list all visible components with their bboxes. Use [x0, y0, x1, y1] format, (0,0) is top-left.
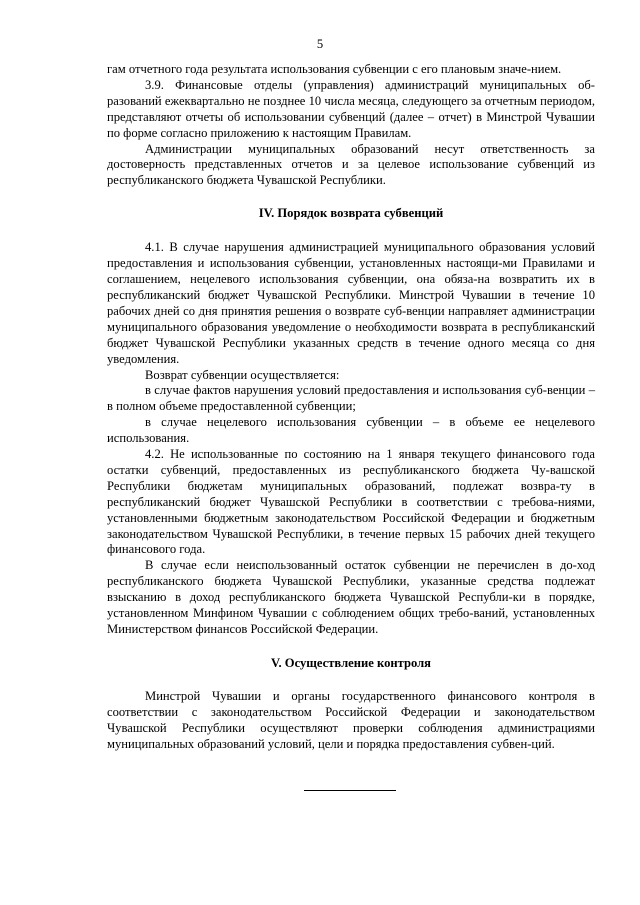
- paragraph-return-intro: Возврат субвенции осуществляется:: [145, 367, 340, 382]
- paragraph-responsibility: Администрации муниципальных образований несут ответственность за достоверность представленных отчетов и за целевое использование субвенций из республиканского бюджета Чувашской Республики.: [107, 141, 595, 188]
- closing-divider: [304, 790, 396, 791]
- paragraph-4-2: 4.2. Не использованные по состоянию на 1 января текущего финансового года остатки субвенций, предоставленных из республиканского бюджета Чу-вашской Республики бюджетам муниципальных образований, подлежат возвра-ту в республиканский бюджет Чувашской Республики в соответствии с требова-ниями, установленными бюджетным законодательством Российской Федерации и бюджетным законодательством Чувашской Республики, в течение первых 15 рабочих дней текущего финансового года.: [107, 447, 595, 557]
- paragraph-4-1: 4.1. В случае нарушения администрацией муниципального образования условий предоставления и использования субвенции, установленных настоящи-ми Правилами и соглашением, нецелевого использования субвенции, она обяза-на возвратить их в республиканский бюджет Чувашской Республики. Минстрой Чувашии в течение 10 рабочих дней со дня принятия решения о возврате суб-венции направляет администрации муниципального образования уведомление о необходимости возврата в республиканский бюджет Чувашской Республики указанных средств в течение одного месяца со дня уведомления.: [107, 240, 595, 366]
- paragraph-unspent-balance: В случае если неиспользованный остаток субвенции не перечислен в до-ход республиканского бюджета Чувашской Республики, указанные средства подлежат взысканию в доход республиканского бюджета Чувашской Республи-ки в порядке, установленном Минфином Чувашии с соблюдением общих требо-ваний, установленных Министерством финансов Российской Федерации.: [107, 558, 595, 636]
- paragraph-3-9: 3.9. Финансовые отделы (управления) администраций муниципальных об-разований ежеквартально не позднее 10 числа месяца, следующего за отчетным периодом, представляют отчеты об использовании субвенций (далее – отчет) в Минстрой Чувашии по форме согласно приложению к настоящим Правилам.: [107, 77, 595, 140]
- section-heading-v: V. Осуществление контроля: [271, 655, 431, 670]
- page-number: 5: [316, 37, 324, 51]
- document-body: [107, 62, 595, 753]
- paragraph-control: Минстрой Чувашии и органы государственного финансового контроля в соответствии с законодательством Российской Федерации и законодательством Чувашской Республики осуществляют проверки соблюдения администрациями муниципальных образований условий, цели и порядка предоставления субвен-ций.: [107, 688, 595, 751]
- paragraph-continuation: гам отчетного года результата использования субвенции с его плановым значе-нием.: [107, 62, 562, 76]
- paragraph-return-case-2: в случае нецелевого использования субвенции – в объеме ее нецелевого использования.: [107, 415, 595, 446]
- paragraph-return-case-1: в случае фактов нарушения условий предоставления и использования суб-венции – в полном объеме предоставленной субвенции;: [107, 383, 595, 414]
- section-heading-iv: IV. Порядок возврата субвенций: [258, 206, 444, 221]
